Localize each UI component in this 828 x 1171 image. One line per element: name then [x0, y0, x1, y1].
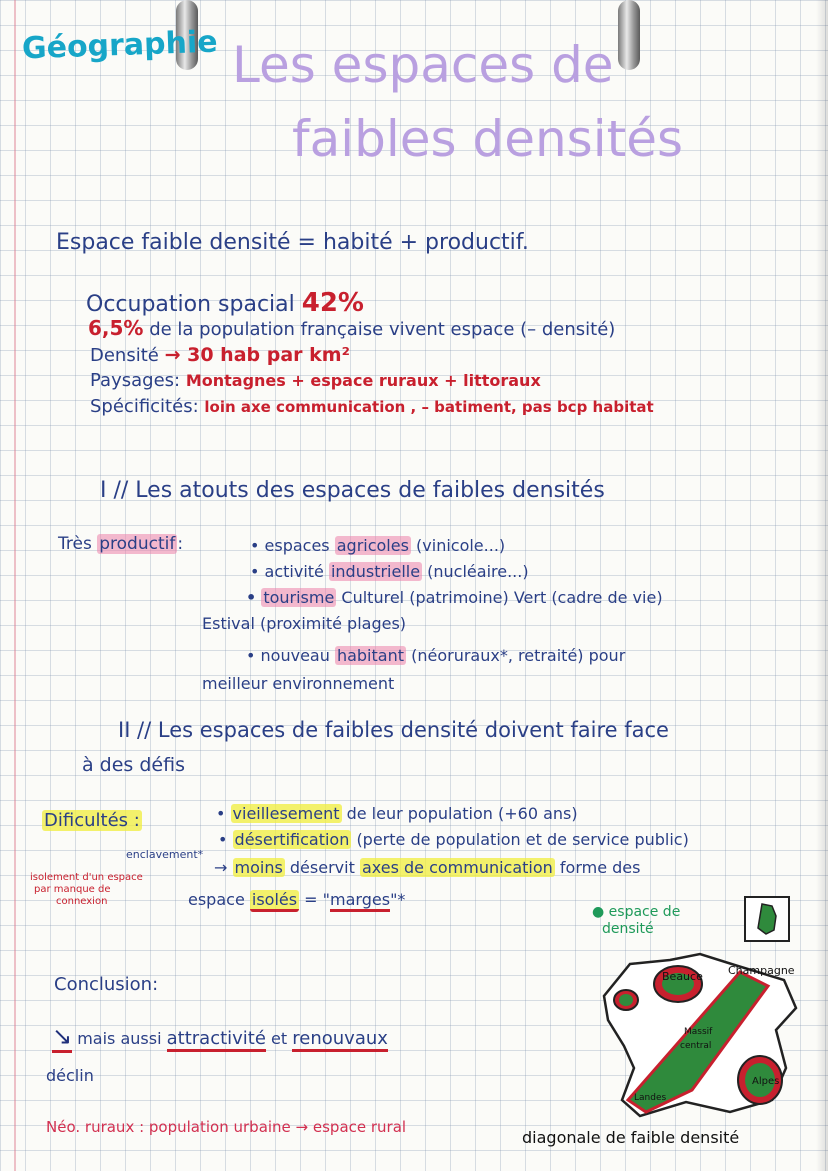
isolement-note: [30, 872, 143, 908]
habitant-highlight: habitant: [336, 646, 404, 665]
atout-habitant-pre: • nouveau: [246, 646, 330, 665]
paysages-value: Montagnes + espace ruraux + littoraux: [185, 371, 541, 390]
specificites-line: [90, 396, 654, 417]
map-label-massif: Massif: [684, 1027, 713, 1037]
occupation-line: [86, 288, 364, 318]
population-value: 6,5%: [88, 316, 144, 340]
legend: [592, 904, 680, 938]
legend-dot: ●: [592, 904, 605, 920]
subject-label: Géographie: [21, 24, 219, 67]
conclusion-line: [52, 1022, 388, 1050]
defi-vieillissement-post: de leur population (+60 ans): [346, 804, 578, 823]
france-map-svg: [600, 950, 805, 1130]
binder-ring-right: [618, 0, 640, 70]
defi-axes-post: forme des: [559, 858, 641, 877]
population-line: [88, 316, 615, 340]
attractivite-text: attractivité: [167, 1028, 266, 1052]
industrielle-highlight: industrielle: [330, 562, 421, 581]
vieillissement-highlight: vieillesement: [232, 804, 340, 823]
axes-highlight: axes de communication: [361, 858, 553, 877]
densite-line: [90, 344, 350, 366]
atout-tourisme-post: Culturel (patrimoine) Vert (cadre de vie): [341, 588, 663, 607]
defi-desertification-post: (perte de population et de service public): [356, 830, 689, 849]
difficultes-highlight: Dificultés :: [44, 810, 140, 831]
legend-line-1: espace de: [608, 904, 681, 920]
map-label-central: central: [680, 1041, 712, 1051]
equals-text: = ": [304, 890, 331, 909]
conclusion-pre: mais aussi: [77, 1029, 162, 1048]
definition-line: Espace faible densité = habité + productif.: [56, 230, 529, 255]
mini-map: [744, 896, 790, 942]
title-line-2: faibles densités: [292, 110, 684, 168]
productif-highlight: productif: [99, 534, 176, 554]
quote-end: "*: [390, 890, 406, 909]
defi-desertification: • désertification (perte de population et de service public): [218, 830, 689, 849]
paysages-line: [90, 370, 541, 391]
atout-agricole-pre: • espaces: [250, 536, 330, 555]
moins-highlight: moins: [234, 858, 283, 877]
note-line-1: isolement d'un espace: [30, 872, 143, 883]
et-text: et: [271, 1029, 288, 1048]
deservit-text: déservit: [289, 858, 355, 877]
title-line-1: Les espaces de: [232, 36, 614, 94]
atout-agricole: [250, 536, 505, 555]
specificites-label: Spécificités:: [90, 396, 199, 417]
note-line-2: par manque de: [34, 884, 111, 895]
difficultes-label: [42, 810, 142, 831]
population-text: de la population française vivent espace (– densité): [149, 319, 616, 340]
map-label-landes: Landes: [634, 1093, 667, 1103]
declin-label: déclin: [46, 1066, 94, 1085]
section-2-heading-line2: à des défis: [82, 754, 185, 776]
agricoles-highlight: agricoles: [336, 536, 409, 555]
atout-tourisme: • tourisme Culturel (patrimoine) Vert (cadre de vie): [246, 588, 663, 607]
conclusion-label: Conclusion:: [54, 974, 159, 995]
desertification-highlight: désertification: [234, 830, 350, 849]
atout-habitant: [246, 646, 625, 665]
atout-industrie-pre: • activité: [250, 562, 324, 581]
section-1-heading: I // Les atouts des espaces de faibles densités: [100, 478, 605, 503]
map-label-alpes: Alpes: [752, 1076, 780, 1087]
colon: :: [177, 534, 184, 554]
note-line-3: connexion: [56, 896, 108, 907]
paysages-label: Paysages:: [90, 370, 181, 391]
atout-industrie-post: (nucléaire...): [427, 562, 529, 581]
marges-text: marges: [330, 890, 390, 912]
specificites-value: loin axe communication , – batiment, pas bcp habitat: [204, 398, 654, 416]
section-2-heading-line1: II // Les espaces de faibles densité doivent faire face: [118, 718, 669, 742]
west-inner: [619, 994, 633, 1006]
enclavement-label: enclavement*: [126, 848, 204, 861]
decline-arrow: ↘: [52, 1022, 72, 1053]
margin-line: [14, 0, 16, 1171]
tres-label: Très: [58, 534, 92, 554]
map-label-beauce: Beauce: [662, 970, 703, 983]
map-caption: diagonale de faible densité: [522, 1128, 740, 1147]
tourisme-highlight: tourisme: [263, 588, 335, 607]
espace-text: espace: [188, 890, 245, 909]
densite-value: → 30 hab par km²: [164, 344, 350, 366]
defi-vieillissement: • vieillesement de leur population (+60 ans): [216, 804, 578, 823]
isoles-highlight: isolés: [250, 890, 299, 912]
occupation-label: Occupation spacial: [86, 292, 295, 317]
atout-agricole-post: (vinicole...): [416, 536, 506, 555]
atout-tourisme-line2: Estival (proximité plages): [202, 614, 407, 633]
tres-productif-line: [58, 534, 183, 554]
densite-label: Densité: [90, 345, 159, 366]
france-map: [600, 950, 805, 1130]
defi-axes: → moins déservit axes de communication forme des: [214, 858, 641, 877]
mini-map-shape: [746, 898, 788, 940]
map-label-champagne: Champagne: [728, 964, 795, 977]
occupation-value: 42%: [301, 288, 364, 318]
atout-habitant-line2: meilleur environnement: [202, 674, 395, 693]
legend-line-2: densité: [602, 921, 654, 937]
renouveaux-text: renouvaux: [292, 1028, 388, 1052]
neo-ruraux-definition: Néo. ruraux : population urbaine → espace rural: [46, 1118, 407, 1136]
page-edge-shadow: [816, 0, 828, 1171]
espace-isoles-line: [188, 890, 405, 909]
atout-industrie: [250, 562, 529, 581]
atout-habitant-post: (néoruraux*, retraité) pour: [411, 646, 626, 665]
